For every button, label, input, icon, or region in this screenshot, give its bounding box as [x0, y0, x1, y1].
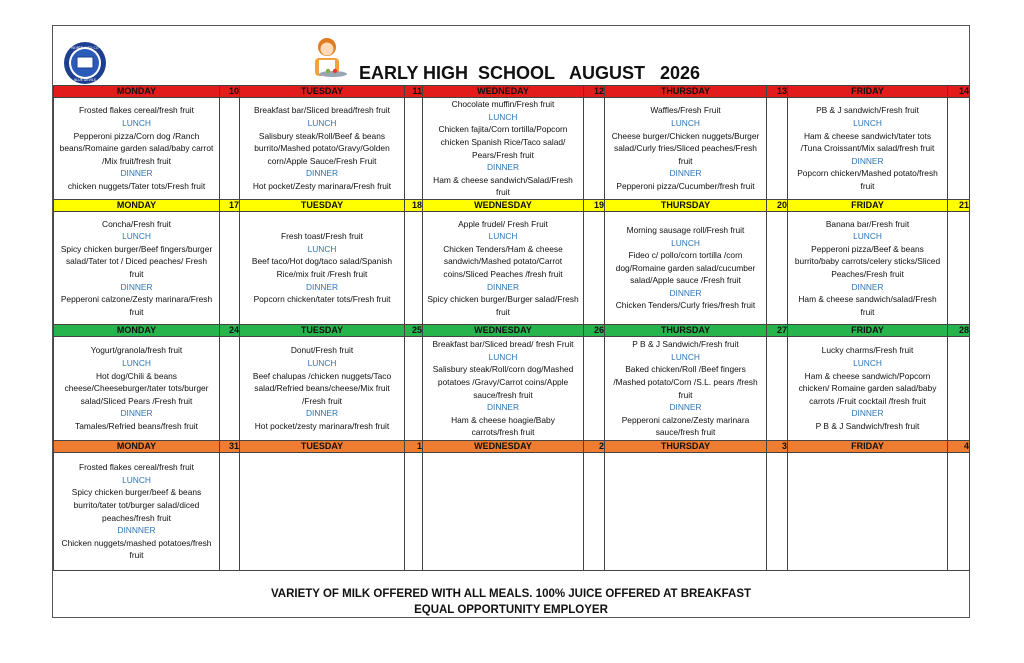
day-name-friday: FRIDAY — [788, 441, 948, 453]
day-number: 11 — [405, 86, 423, 98]
menu-item-text: Donut/Fresh fruit — [290, 345, 354, 356]
day-number: 14 — [948, 86, 970, 98]
week-header-row — [54, 441, 970, 453]
day-menu-cell — [54, 98, 220, 200]
day-number: 19 — [584, 200, 605, 212]
day-name-wedneday: WEDNEDAY — [423, 86, 584, 98]
day-name-tuesday: TUESDAY — [240, 86, 405, 98]
meal-label: DINNER — [305, 408, 339, 419]
menu-item-text: Ham & cheese sandwich/tater tots — [803, 130, 932, 141]
meal-label: DINNER — [305, 281, 339, 292]
meal-label: LUNCH — [122, 231, 151, 242]
school-logo-icon — [63, 41, 107, 85]
week-menu-row — [54, 337, 970, 441]
day-number: 1 — [405, 441, 423, 453]
menu-item-text: corn/Apple Sauce/Fresh Fruit — [267, 155, 377, 166]
day-number-spacer — [584, 212, 605, 325]
menu-item-text: Ham & cheese hoagie/Baby — [451, 414, 555, 425]
day-menu-cell — [788, 453, 948, 571]
day-number-spacer — [220, 453, 240, 571]
school-title: EARLY HIGH SCHOOL — [359, 63, 556, 83]
menu-item-text: /Tuna Croissant/Mix salad/fresh fruit — [800, 143, 935, 154]
menu-item-text: salad/Apple sauce /Fresh fruit — [630, 275, 741, 286]
day-number-spacer — [948, 98, 970, 200]
day-name-wednesday: WEDNESDAY — [423, 325, 584, 337]
day-name-tuesday: TUESDAY — [240, 200, 405, 212]
menu-footer — [53, 586, 969, 618]
day-number-spacer — [220, 337, 240, 441]
meal-label: LUNCH — [671, 351, 700, 362]
menu-item-text: Spicy chicken burger/Burger salad/Fresh — [427, 294, 579, 305]
meal-label: LUNCH — [488, 111, 518, 122]
week-header-row — [54, 325, 970, 337]
menu-item-text: fruit — [496, 187, 510, 198]
menu-item-text: chicken/ Romaine garden salad/baby — [798, 383, 937, 394]
meal-label: LUNCH — [488, 351, 518, 362]
menu-item-text: carrots/fresh fruit — [471, 427, 535, 438]
day-number: 10 — [220, 86, 240, 98]
menu-item-text: Ham & cheese sandwich/salad/Fresh — [798, 294, 937, 305]
day-name-monday: MONDAY — [54, 441, 220, 453]
menu-item-text: fruit — [496, 306, 510, 317]
day-menu-cell — [605, 453, 767, 571]
meal-label: DINNER — [120, 281, 153, 292]
day-name-tuesday: TUESDAY — [240, 325, 405, 337]
menu-item-text: carrots /Fruit cocktail /fresh fruit — [809, 395, 926, 406]
meal-label: DINNER — [305, 168, 339, 179]
menu-item-text: Hot pocket/zesty marinara/fresh fruit — [254, 420, 390, 431]
menu-item-text: fruit — [129, 269, 144, 279]
menu-item-text: chicken Spanish Rice/Taco salad/ — [440, 136, 566, 147]
menu-item-text: beans/Romaine garden salad/baby carrot — [59, 143, 214, 154]
day-number: 26 — [584, 325, 605, 337]
day-menu-cell — [423, 212, 584, 325]
day-number: 27 — [767, 325, 788, 337]
meal-label: DINNER — [669, 287, 702, 298]
day-number: 31 — [220, 441, 240, 453]
menu-item-text: P B & J Sandwich/fresh fruit — [815, 420, 920, 431]
day-menu-cell — [788, 337, 948, 441]
meal-label: LUNCH — [671, 118, 700, 129]
meal-label: LUNCH — [488, 231, 518, 242]
menu-item-text: Breakfast bar/Sliced bread/fresh fruit — [254, 105, 390, 116]
logo-top-text: NORTE ALTO CO — [71, 46, 99, 50]
day-name-thursday: THURSDAY — [605, 200, 767, 212]
day-number-spacer — [767, 212, 788, 325]
menu-item-text: Chicken fajita/Corn tortilla/Popcorn — [438, 124, 568, 135]
menu-item-text: /Mix fruit/fresh fruit — [102, 155, 171, 166]
meal-label: LUNCH — [853, 118, 882, 129]
day-menu-cell — [54, 453, 220, 571]
menu-item-text: fruit — [678, 155, 693, 166]
meal-label: DINNER — [486, 281, 520, 292]
day-menu-cell — [423, 453, 584, 571]
menu-item-text: Fresh toast/Fresh fruit — [281, 231, 363, 242]
day-name-friday: FRIDAY — [788, 325, 948, 337]
menu-item-text: Popcorn chicken/tater tots/Fresh fruit — [253, 294, 391, 305]
meal-label: DINNER — [120, 408, 153, 419]
menu-item-text: /Fresh fruit — [301, 395, 343, 406]
menu-item-text: fruit — [678, 389, 693, 400]
menu-item-text: fruit — [860, 306, 875, 317]
day-number-spacer — [584, 337, 605, 441]
menu-item-text: Pears/Fresh fruit — [472, 149, 534, 160]
menu-item-text: coins/Sliced Peaches /fresh fruit — [443, 269, 563, 279]
meal-label: LUNCH — [307, 118, 337, 129]
day-number: 24 — [220, 325, 240, 337]
menu-item-text: Fideo c/ pollo/corn tortilla /corn — [628, 250, 743, 261]
week-header-row — [54, 200, 970, 212]
day-menu-cell — [240, 212, 405, 325]
menu-item-text: Spicy chicken burger/Beef fingers/burger — [60, 243, 213, 254]
menu-calendar — [53, 85, 970, 571]
day-menu-cell — [54, 337, 220, 441]
day-number: 3 — [767, 441, 788, 453]
menu-sheet — [52, 25, 970, 618]
menu-item-text: Pepperoni pizza/Corn dog /Ranch — [73, 130, 200, 141]
day-name-wednesday: WEDNESDAY — [423, 200, 584, 212]
menu-item-text: Ham & cheese sandwich/Popcorn — [804, 370, 931, 381]
day-number-spacer — [405, 98, 423, 200]
menu-item-text: fruit — [129, 306, 144, 317]
meal-label: LUNCH — [122, 358, 151, 369]
day-number: 17 — [220, 200, 240, 212]
week-menu-row — [54, 453, 970, 571]
menu-item-text: P B & J Sandwich/Fresh fruit — [632, 339, 739, 350]
day-name-thursday: THURSDAY — [605, 441, 767, 453]
day-number-spacer — [767, 337, 788, 441]
day-number: 21 — [948, 200, 970, 212]
meal-label: LUNCH — [122, 474, 151, 485]
menu-item-text: dog/Romaine garden salad/cucumber — [615, 262, 756, 273]
menu-item-text: Pepperoni pizza/Cucumber/fresh fruit — [616, 180, 755, 191]
meal-label: DINNER — [669, 168, 702, 179]
menu-item-text: salad/Curly fries/Sliced peaches/Fresh — [614, 143, 757, 154]
menu-item-text: PB & J sandwich/Fresh fruit — [816, 105, 919, 116]
week-menu-row — [54, 212, 970, 325]
menu-item-text: Beef taco/Hot dog/taco salad/Spanish — [251, 256, 393, 267]
meal-label: LUNCH — [307, 358, 337, 369]
day-menu-cell — [240, 453, 405, 571]
menu-item-text: Lucky charms/Fresh fruit — [821, 345, 914, 356]
meal-label: DINNER — [851, 155, 884, 166]
day-number: 13 — [767, 86, 788, 98]
menu-item-text: potatoes /Gravy/Carrot coins/Apple — [437, 376, 569, 387]
logo-bottom-text: BLUE DEVILS — [74, 78, 96, 82]
day-menu-cell — [240, 337, 405, 441]
day-number: 20 — [767, 200, 788, 212]
menu-item-text: Breakfast bar/Sliced bread/ fresh Fruit — [432, 339, 574, 350]
day-name-friday: FRIDAY — [788, 86, 948, 98]
menu-item-text: Rice/mix fruit /Fresh fruit — [276, 269, 368, 279]
day-number-spacer — [220, 98, 240, 200]
menu-item-text: Concha/Fresh fruit — [102, 218, 171, 229]
meal-label: DINNER — [486, 162, 520, 173]
meal-label: DINNER — [120, 168, 153, 179]
menu-item-text: Chocolate muffin/Fresh fruit — [451, 99, 555, 110]
menu-item-text: Salisbury steak/Roll/corn dog/Mashed — [432, 364, 574, 375]
day-number: 2 — [584, 441, 605, 453]
day-name-wednesday: WEDNESDAY — [423, 441, 584, 453]
menu-item-text: Chicken nuggets/mashed potatoes/fresh — [61, 537, 212, 548]
day-number-spacer — [405, 212, 423, 325]
day-number: 12 — [584, 86, 605, 98]
menu-item-text: Yogurt/granola/fresh fruit — [90, 345, 183, 356]
meal-label: DINNER — [486, 402, 520, 413]
day-number-spacer — [948, 337, 970, 441]
menu-item-text: Hot dog/Chili & beans — [95, 370, 177, 381]
month-title: AUGUST 2026 — [569, 63, 701, 83]
menu-item-text: peaches/fresh fruit — [102, 512, 171, 523]
meal-label: DINNER — [669, 402, 702, 413]
menu-item-text: fruit — [860, 180, 875, 191]
week-header-row — [54, 86, 970, 98]
day-number-spacer — [405, 337, 423, 441]
day-number-spacer — [767, 453, 788, 571]
week-menu-row — [54, 98, 970, 200]
menu-item-text: Baked chicken/Roll /Beef fingers — [625, 364, 746, 375]
day-menu-cell — [54, 212, 220, 325]
menu-item-text: Waffles/Fresh Fruit — [650, 105, 721, 116]
day-menu-cell — [240, 98, 405, 200]
menu-item-text: Pepperoni pizza/Beef & beans — [811, 243, 924, 254]
meal-label: LUNCH — [853, 358, 882, 369]
day-number-spacer — [584, 98, 605, 200]
menu-item-text: Apple frudel/ Fresh Fruit — [458, 218, 548, 229]
day-menu-cell — [605, 337, 767, 441]
menu-item-text: Chicken Tenders/Ham & cheese — [443, 243, 563, 254]
day-menu-cell — [423, 337, 584, 441]
menu-item-text: Frosted flakes cereal/fresh fruit — [79, 105, 194, 116]
menu-item-text: Pepperoni calzone/Zesty marinara/Fresh — [60, 294, 213, 305]
day-menu-cell — [423, 98, 584, 200]
footer-equal-opportunity: EQUAL OPPORTUNITY EMPLOYER — [414, 604, 608, 616]
day-name-monday: MONDAY — [54, 86, 220, 98]
menu-item-text: Banana bar/Fresh fruit — [825, 218, 910, 229]
day-number: 25 — [405, 325, 423, 337]
menu-item-text: salad/Sliced Pears /Fresh fruit — [80, 395, 193, 406]
day-menu-cell — [788, 212, 948, 325]
menu-item-text: cheese/Cheeseburger/tater tots/burger — [64, 383, 209, 394]
menu-item-text: Morning sausage roll/Fresh fruit — [626, 224, 745, 235]
meal-label: LUNCH — [307, 243, 337, 254]
meal-label: DINNER — [851, 281, 884, 292]
menu-item-text: burrito/baby carrots/celery sticks/Sliced — [794, 256, 941, 267]
menu-item-text: Hot pocket/Zesty marinara/Fresh fruit — [252, 180, 392, 191]
menu-item-text: Pepperoni calzone/Zesty marinara — [621, 414, 750, 425]
menu-header — [53, 26, 969, 84]
day-number-spacer — [220, 212, 240, 325]
meal-label: DINNER — [851, 408, 884, 419]
meal-label: LUNCH — [671, 237, 700, 248]
menu-item-text: Beef chalupas /chicken nuggets/Taco — [252, 370, 392, 381]
menu-item-text: chicken nuggets/Tater tots/Fresh fruit — [67, 180, 206, 191]
day-number-spacer — [584, 453, 605, 571]
day-number-spacer — [405, 453, 423, 571]
day-number: 18 — [405, 200, 423, 212]
menu-item-text: Ham & cheese sandwich/Salad/Fresh — [433, 174, 573, 185]
day-number-spacer — [767, 98, 788, 200]
day-menu-cell — [788, 98, 948, 200]
day-menu-cell — [605, 212, 767, 325]
meal-label: LUNCH — [122, 118, 151, 129]
day-number: 28 — [948, 325, 970, 337]
menu-item-text: fruit — [129, 550, 144, 561]
menu-item-text: sandwich/Mashed potato/Carrot — [443, 256, 563, 267]
menu-item-text: salad/Refried beans/cheese/Mix fruit — [254, 383, 390, 394]
day-name-friday: FRIDAY — [788, 200, 948, 212]
meal-label: DINNNER — [117, 525, 156, 536]
day-name-monday: MONDAY — [54, 200, 220, 212]
day-name-thursday: THURSDAY — [605, 86, 767, 98]
day-name-monday: MONDAY — [54, 325, 220, 337]
menu-item-text: Cheese burger/Chicken nuggets/Burger — [611, 130, 760, 141]
menu-item-text: /Mashed potato/Corn /S.L. pears /fresh — [613, 376, 758, 387]
lunch-lady-icon — [303, 34, 351, 82]
menu-item-text: sauce/fresh fruit — [473, 389, 533, 400]
menu-item-text: burrito/Mashed potato/Gravy/Golden — [254, 143, 390, 154]
day-name-thursday: THURSDAY — [605, 325, 767, 337]
menu-item-text: Spicy chicken burger/beef & beans — [71, 487, 202, 498]
menu-item-text: Frosted flakes cereal/fresh fruit — [79, 462, 194, 473]
menu-item-text: sauce/fresh fruit — [655, 427, 716, 438]
menu-item-text: Salisbury steak/Roll/Beef & beans — [258, 130, 386, 141]
footer-milk-juice-note: VARIETY OF MILK OFFERED WITH ALL MEALS. 100% JUICE OFFERED AT BREAKFAST — [270, 588, 752, 600]
meal-label: LUNCH — [853, 231, 882, 242]
day-name-tuesday: TUESDAY — [240, 441, 405, 453]
day-number-spacer — [948, 453, 970, 571]
menu-item-text: salad/Tater tot / Diced peaches/ Fresh — [65, 256, 208, 267]
menu-item-text: burrito/tater tot/burger salad/diced — [73, 499, 200, 510]
day-menu-cell — [605, 98, 767, 200]
day-number: 4 — [948, 441, 970, 453]
menu-item-text: Peaches/Fresh fruit — [831, 269, 904, 279]
menu-item-text: Chicken Tenders/Curly fries/fresh fruit — [615, 300, 756, 311]
menu-item-text: Tamales/Refried beans/fresh fruit — [75, 420, 198, 431]
day-number-spacer — [948, 212, 970, 325]
menu-item-text: Popcorn chicken/Mashed potato/fresh — [797, 168, 938, 179]
